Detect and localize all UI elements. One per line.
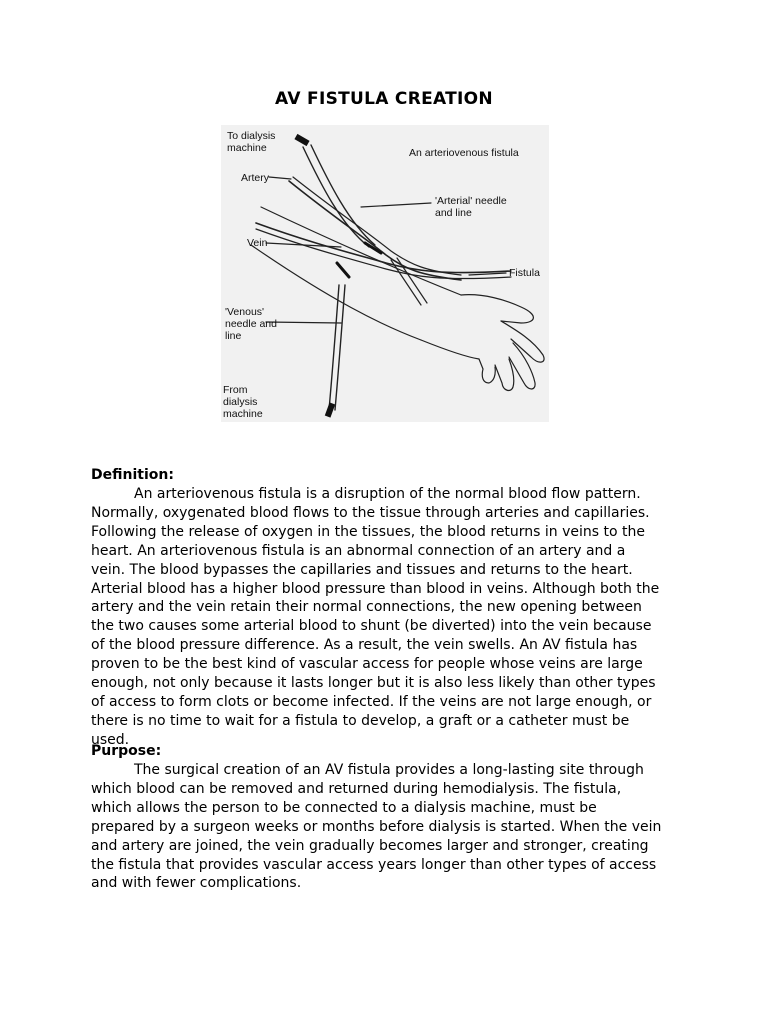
forearm-upper-edge <box>261 207 461 295</box>
leader-venous <box>266 322 341 323</box>
leader-arterial <box>361 203 431 207</box>
definition-body: An arteriovenous fistula is a disruption of the normal blood flow pattern. Normally, oxygenated blood flows to the tissue through arteries and capillaries. Following the release of oxygen in the tissues, the blood returns in veins to the heart. An arteriovenous fistula is an abnormal connection of an artery and a vein. The blood bypasses the capillaries and tissues and returns to the heart. Arterial blood has a higher blood pressure than blood in veins. Although both the artery and the vein retain their normal connections, the new opening between the two causes some arterial blood to shunt (be diverted) into the vein because of the blood pressure difference. As a result, the vein swells. An AV fistula has proven to be the best kind of vascular access for people whose veins are large enough, not only because it lasts longer but it is also less likely than other types of access to form clots or become infected. If the veins are not large enough, or there is no time to wait for a fistula to develop, a graft or a catheter must be used. <box>91 486 660 748</box>
leader-artery <box>269 177 291 179</box>
label-venous-needle: 'Venous' needle and line <box>225 306 277 342</box>
label-arterial-needle: 'Arterial' needle and line <box>435 195 507 219</box>
hand-middle <box>509 343 535 389</box>
hand-little <box>479 359 495 383</box>
hand-heel <box>421 340 479 359</box>
document-title: AV FISTULA CREATION <box>275 89 493 109</box>
arterial-tube-2 <box>311 145 375 245</box>
label-from-dialysis: From dialysis machine <box>223 384 263 420</box>
hand-thumb <box>461 295 533 323</box>
arm-illustration <box>221 125 549 422</box>
venous-connector <box>325 402 335 417</box>
label-caption: An arteriovenous fistula <box>409 147 519 159</box>
label-fistula: Fistula <box>509 267 540 279</box>
label-vein: Vein <box>247 237 268 249</box>
leader-fistula <box>469 273 506 275</box>
fistula-connection-2 <box>397 258 427 303</box>
arterial-tube <box>303 147 369 247</box>
purpose-heading: Purpose: <box>91 743 162 759</box>
definition-section <box>91 466 691 750</box>
venous-tube <box>329 285 339 410</box>
venous-tube-2 <box>335 285 345 410</box>
label-to-dialysis: To dialysis machine <box>227 130 276 154</box>
hand-ring <box>495 359 514 390</box>
venous-needle <box>337 263 349 277</box>
purpose-section <box>91 742 691 893</box>
label-artery: Artery <box>241 172 270 184</box>
vein-line <box>256 223 511 273</box>
definition-heading: Definition: <box>91 467 174 483</box>
purpose-body: The surgical creation of an AV fistula provides a long-lasting site through which blood can be removed and returned during hemodialysis. The fistula, which allows the person to be connected to a dialysis machine, must be prepared by a surgeon weeks or months before dialysis is started. When the vein and artery are joined, the vein gradually becomes larger and stronger, creating the fistula that provides vascular access years longer than other types of access and with fewer complications. <box>91 762 662 892</box>
av-fistula-diagram <box>221 125 549 422</box>
leader-vein <box>266 243 341 247</box>
